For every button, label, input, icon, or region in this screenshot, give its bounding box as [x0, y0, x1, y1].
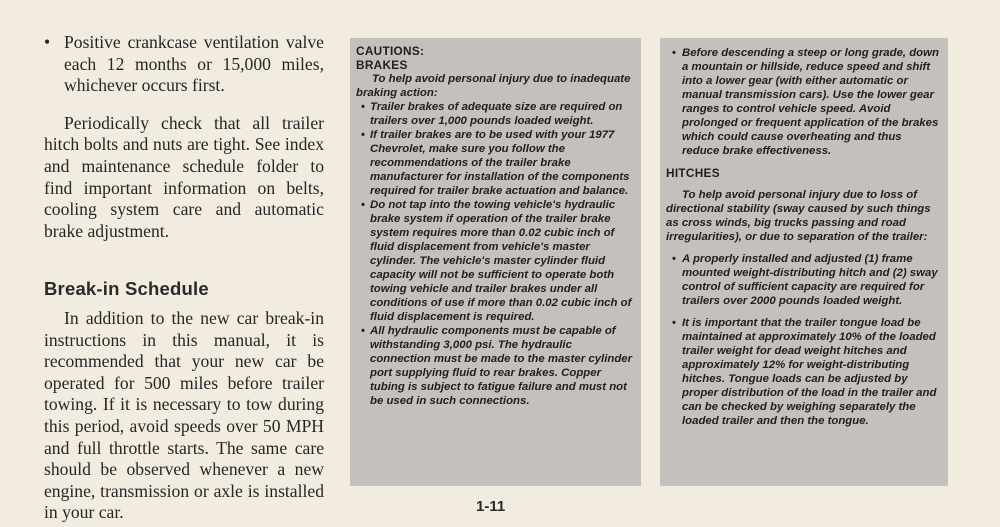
- descending-item: [666, 46, 942, 158]
- bullet-marker: •: [361, 325, 365, 337]
- bullet-marker: •: [361, 101, 365, 113]
- brakes-item-text: All hydraulic components must be capable of withstanding 3,000 psi. The hydraulic connection must be made to the master cylinder port supplying fluid to rear brakes. Copper tubing is subject to fatigue failure and must not be used in such connections.: [370, 325, 633, 407]
- bullet-marker: •: [44, 32, 51, 52]
- bullet-marker: •: [672, 47, 676, 59]
- bullet-marker: •: [672, 317, 676, 329]
- hitches-intro: To help avoid personal injury due to loss of directional stability (sway caused by such things as cross winds, big trucks passing and road irregularities), or due to separation of the trailer:: [666, 189, 931, 243]
- bullet-marker: •: [672, 253, 676, 265]
- descending-text: Before descending a steep or long grade, down a mountain or hillside, reduce speed and shift into a lower gear (with either automatic or manual transmission cars). Use the lower gear ranges to control vehicle speed. Avoid prolonged or frequent application of the brakes which could cause overheating and thus reduce brake effectiveness.: [682, 47, 939, 157]
- bullet-marker: •: [361, 199, 365, 211]
- brakes-item: [356, 198, 635, 324]
- pcv-bullet: [44, 32, 324, 97]
- trailer-check-paragraph: Periodically check that all trailer hitch bolts and nuts are tight. See index and maintenance schedule folder to find important information on belts, cooling system care and automatic brake adjustment.: [44, 112, 324, 241]
- pcv-text: Positive crankcase ventilation valve each 12 months or 15,000 miles, whichever occurs first.: [64, 32, 324, 96]
- hitches-item: [666, 252, 942, 308]
- bullet-marker: •: [361, 129, 365, 141]
- hitches-heading: HITCHES: [666, 166, 720, 180]
- breakin-paragraph: In addition to the new car break-in instructions in this manual, it is recommended that your new car be operated for 500 miles before trailer towing. If it is necessary to tow during this period, avoid speeds over 50 MPH and full throttle starts. The same care should be observed whenever a new engine, transmission or axle is installed in your car.: [44, 307, 324, 523]
- brakes-item: [356, 100, 635, 128]
- hitches-item-text: It is important that the trailer tongue load be maintained at approximately 10% of the loaded trailer weight for dead weight hitches and approximately 12% for weight-distributing hitches. Tongue loads can be adjusted by proper distribution of the load in the trailer and can be checked by weighing separately the loaded trailer and then the tongue.: [682, 317, 937, 427]
- brakes-intro: To help avoid personal injury due to inadequate braking action:: [356, 73, 631, 99]
- page-number: 1-11: [476, 498, 506, 515]
- brakes-item-text: Do not tap into the towing vehicle's hydraulic brake system if operation of the trailer brake system requires more than 0.02 cubic inch of fluid displacement from vehicle's master cylinder. The vehicle's master cylinder fluid capacity will not be sufficient to operate both towing vehicle and trailer brakes under all conditions of use if more than 0.02 cubic inch of fluid displacement is required.: [370, 199, 632, 323]
- hitches-item-text: A properly installed and adjusted (1) frame mounted weight-distributing hitch and (2) sway control of sufficient capacity are required for trailers over 2000 pounds loaded weight.: [682, 253, 938, 307]
- brakes-item: [356, 128, 635, 198]
- hitches-item: [666, 316, 942, 428]
- brakes-item-text: Trailer brakes of adequate size are required on trailers over 1,000 pounds loaded weight.: [370, 101, 623, 127]
- brakes-item: [356, 324, 635, 408]
- cautions-heading: CAUTIONS:: [356, 44, 425, 58]
- cautions-box-hitches: [660, 38, 948, 486]
- cautions-box-brakes: [350, 38, 641, 486]
- section-title: Break-in Schedule: [44, 278, 209, 300]
- brakes-heading: BRAKES: [356, 58, 408, 72]
- brakes-item-text: If trailer brakes are to be used with your 1977 Chevrolet, make sure you follow the recommendations of the trailer brake manufacturer for installation of the components required for trailer brake actuation and balance.: [370, 129, 630, 197]
- left-column: [44, 32, 324, 524]
